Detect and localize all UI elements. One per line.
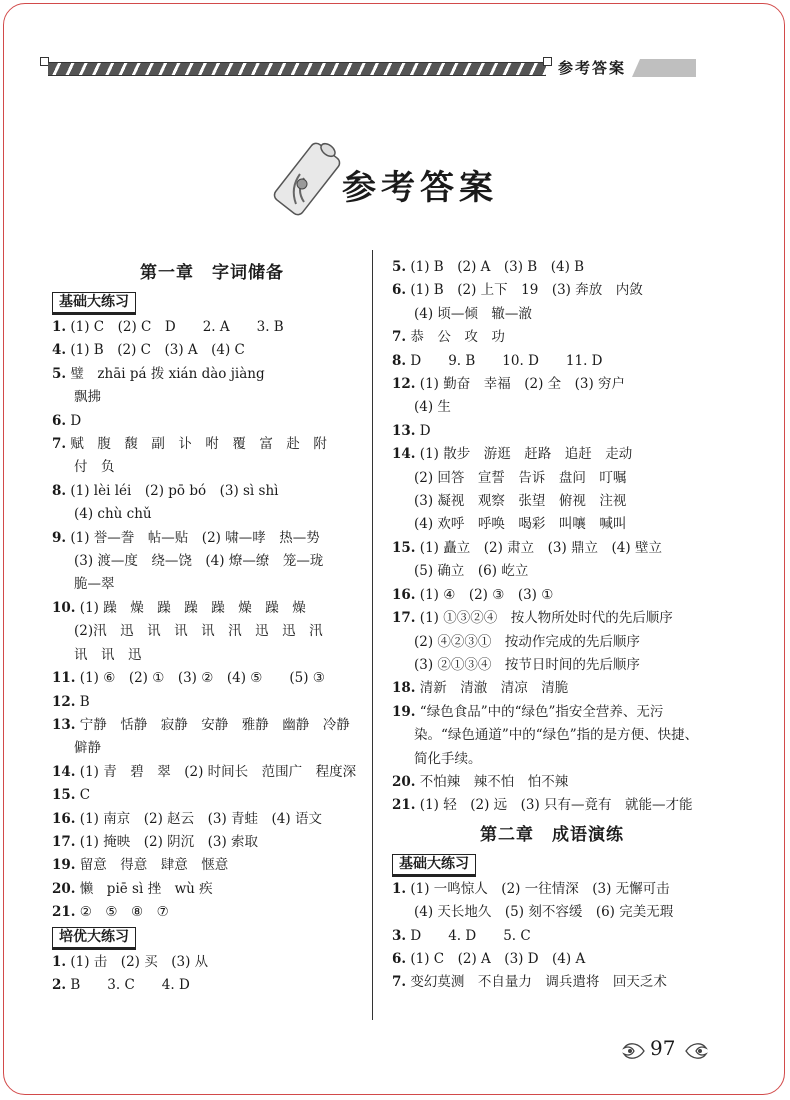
answer-text: (2) 回答 宣誓 告诉 盘问 叮嘱 bbox=[414, 469, 627, 486]
question-number: 21. bbox=[52, 904, 76, 921]
question-number: 9. bbox=[52, 529, 67, 546]
question-number: 19. bbox=[52, 857, 76, 874]
answer-line bbox=[52, 784, 372, 807]
answer-text: 僻静 bbox=[74, 740, 101, 757]
column-divider bbox=[372, 250, 373, 1020]
answer-text: (4) chù chǔ bbox=[74, 506, 152, 523]
answer-line bbox=[392, 326, 712, 349]
answer-text: (1) 掩映 (2) 阴沉 (3) 索取 bbox=[79, 833, 259, 850]
answer-line bbox=[392, 303, 712, 326]
question-number: 7. bbox=[392, 329, 407, 346]
question-number: 1. bbox=[52, 319, 67, 335]
question-number: 8. bbox=[392, 352, 407, 369]
chapter-heading: 第二章 成语演练 bbox=[480, 824, 624, 845]
header-ornament-right bbox=[543, 57, 552, 66]
answer-line bbox=[392, 513, 712, 536]
answer-line bbox=[392, 794, 712, 817]
question-number: 21. bbox=[392, 797, 416, 814]
question-number: 3. bbox=[392, 927, 407, 944]
answer-line bbox=[392, 878, 712, 901]
answer-line bbox=[52, 644, 372, 667]
page-title: 参考答案 bbox=[342, 168, 498, 208]
answer-line bbox=[392, 537, 712, 560]
question-number: 10. bbox=[52, 599, 76, 616]
answer-text: 璧 zhāi pá 拨 xián dào jiàng bbox=[70, 365, 265, 382]
answer-text: (1) C (2) A (3) D (4) A bbox=[410, 950, 586, 967]
answer-line bbox=[392, 560, 712, 583]
question-number: 14. bbox=[52, 763, 76, 780]
answer-line bbox=[52, 761, 372, 784]
question-number: 7. bbox=[392, 974, 407, 991]
page-number-block bbox=[620, 1036, 710, 1066]
answer-text: (1) 躁 燥 躁 躁 躁 燥 躁 燥 bbox=[79, 599, 306, 616]
answer-text: 不怕辣 辣不怕 怕不辣 bbox=[419, 773, 569, 790]
answer-line bbox=[392, 948, 712, 971]
answer-text: (1) 击 (2) 买 (3) 从 bbox=[70, 953, 209, 970]
answer-line bbox=[52, 878, 372, 901]
answer-text: (1) B (2) C (3) A (4) C bbox=[70, 342, 245, 359]
question-number: 2. bbox=[52, 976, 67, 993]
header-label: 参考答案 bbox=[558, 59, 627, 77]
answer-line bbox=[52, 456, 372, 479]
question-number: 6. bbox=[392, 282, 407, 299]
answer-line bbox=[392, 490, 712, 513]
answer-text: (1) ⑥ (2) ① (3) ② (4) ⑤ (5) ③ bbox=[79, 670, 325, 687]
question-number: 14. bbox=[392, 446, 416, 463]
answer-line bbox=[52, 974, 372, 997]
answer-text: 留意 得意 肆意 惬意 bbox=[79, 857, 229, 874]
section-label: 培优大练习 bbox=[52, 927, 136, 950]
answer-text: (3) ②①③④ 按节日时间的先后顺序 bbox=[414, 656, 640, 673]
question-number: 16. bbox=[392, 586, 416, 603]
answer-text: (1) 轻 (2) 远 (3) 只有—竟有 就能—才能 bbox=[419, 797, 693, 814]
answer-line bbox=[52, 550, 372, 573]
question-number: 13. bbox=[52, 716, 76, 733]
answer-text: B bbox=[79, 693, 90, 710]
answer-line bbox=[52, 691, 372, 714]
question-number: 17. bbox=[392, 610, 416, 627]
answer-line bbox=[52, 854, 372, 877]
answer-text: 变幻莫测 不自量力 调兵遣将 回天乏术 bbox=[410, 974, 667, 991]
answer-text: D 9. B 10. D 11. D bbox=[410, 352, 603, 369]
answer-line bbox=[392, 256, 712, 279]
answer-line bbox=[52, 951, 372, 974]
answer-line bbox=[392, 443, 712, 466]
answer-text: (2) ④②③① 按动作完成的先后顺序 bbox=[414, 633, 640, 650]
section-label: 基础大练习 bbox=[392, 854, 476, 877]
question-number: 11. bbox=[52, 670, 76, 687]
chapter-heading: 第一章 字词储备 bbox=[140, 263, 284, 283]
answer-line bbox=[392, 373, 712, 396]
answer-line bbox=[52, 316, 372, 339]
question-number: 1. bbox=[392, 880, 407, 897]
answer-text: B 3. C 4. D bbox=[70, 976, 190, 993]
answer-text: D bbox=[70, 412, 82, 429]
answer-line bbox=[392, 701, 712, 724]
answer-line bbox=[52, 573, 372, 596]
floral-ornament-icon bbox=[682, 1038, 710, 1064]
answer-line bbox=[52, 363, 372, 386]
answer-line bbox=[52, 901, 372, 924]
answer-line bbox=[52, 831, 372, 854]
answer-text: (1) B (2) 上下 19 (3) 奔放 内敛 bbox=[410, 282, 643, 299]
question-number: 16. bbox=[52, 810, 76, 827]
page-number: 97 bbox=[650, 1036, 676, 1060]
answer-text: (1) lèi léi (2) pō bó (3) sì shì bbox=[70, 482, 279, 499]
answer-text: (1) 南京 (2) 赵云 (3) 青蛙 (4) 语文 bbox=[79, 810, 322, 827]
running-header bbox=[40, 55, 700, 85]
answer-line bbox=[392, 901, 712, 924]
answer-text: (4) 生 bbox=[414, 399, 451, 416]
answer-line bbox=[52, 410, 372, 433]
question-number: 19. bbox=[392, 703, 416, 720]
answer-line bbox=[392, 971, 712, 994]
answer-text: 简化手续。 bbox=[414, 750, 482, 767]
answer-text: (2)汛 迅 讯 讯 讯 汛 迅 迅 汛 bbox=[74, 623, 323, 640]
left-column bbox=[52, 256, 372, 997]
answer-line bbox=[392, 584, 712, 607]
question-number: 18. bbox=[392, 680, 416, 697]
answer-line bbox=[392, 279, 712, 302]
answer-line bbox=[392, 654, 712, 677]
answer-line bbox=[52, 527, 372, 550]
answer-line bbox=[392, 724, 712, 747]
question-number: 1. bbox=[52, 953, 67, 970]
answer-text: 赋 腹 馥 副 讣 咐 覆 富 赴 附 bbox=[70, 436, 327, 453]
answer-line bbox=[392, 677, 712, 700]
right-column bbox=[392, 256, 712, 995]
answer-text: (1) B (2) A (3) B (4) B bbox=[410, 259, 585, 275]
question-number: 12. bbox=[52, 693, 76, 710]
answer-text: (3) 凝视 观察 张望 俯视 注视 bbox=[414, 493, 627, 510]
section-label: 基础大练习 bbox=[52, 292, 136, 315]
answer-line bbox=[392, 748, 712, 771]
answer-text: (1) 青 碧 翠 (2) 时间长 范围广 程度深 bbox=[79, 763, 357, 780]
answer-text: (4) 顷—倾 辙—澈 bbox=[414, 305, 532, 322]
answer-line bbox=[52, 386, 372, 409]
answer-line bbox=[392, 350, 712, 373]
answer-line bbox=[392, 420, 712, 443]
answer-text: D bbox=[419, 422, 431, 439]
answer-line bbox=[52, 433, 372, 456]
answer-text: 染。“绿色通道”中的“绿色”指的是方便、快捷、 bbox=[414, 727, 699, 744]
answer-text: D 4. D 5. C bbox=[410, 927, 531, 944]
answer-line bbox=[392, 607, 712, 630]
question-number: 20. bbox=[392, 773, 416, 790]
answer-text: C bbox=[79, 787, 91, 804]
answer-line bbox=[52, 808, 372, 831]
answer-text: (5) 确立 (6) 屹立 bbox=[414, 563, 529, 580]
question-number: 5. bbox=[392, 259, 407, 275]
answer-text: ② ⑤ ⑧ ⑦ bbox=[79, 904, 169, 921]
answer-text: “绿色食品”中的“绿色”指安全营养、无污 bbox=[419, 703, 664, 720]
scroll-icon bbox=[270, 130, 350, 220]
answer-line bbox=[52, 597, 372, 620]
answer-line bbox=[52, 737, 372, 760]
answer-text: (1) 誉—誊 帖—贴 (2) 啸—哮 热—势 bbox=[70, 529, 320, 546]
answer-text: (1) ④ (2) ③ (3) ① bbox=[419, 586, 554, 603]
answer-text: (1) 散步 游逛 赶路 追赶 走动 bbox=[419, 446, 633, 463]
question-number: 17. bbox=[52, 833, 76, 850]
answer-line bbox=[52, 714, 372, 737]
answer-text: (1) C (2) C D 2. A 3. B bbox=[70, 319, 284, 335]
question-number: 20. bbox=[52, 880, 76, 897]
answer-text: (1) 勤奋 幸福 (2) 全 (3) 穷户 bbox=[419, 376, 626, 393]
answer-line bbox=[392, 631, 712, 654]
question-number: 6. bbox=[52, 412, 67, 429]
question-number: 15. bbox=[392, 539, 416, 556]
floral-ornament-icon bbox=[620, 1038, 648, 1064]
answer-text: 讯 讯 迅 bbox=[74, 646, 142, 663]
header-tab bbox=[632, 59, 696, 77]
title-block bbox=[270, 130, 530, 220]
answer-text: 恭 公 攻 功 bbox=[410, 329, 505, 346]
answer-line bbox=[52, 339, 372, 362]
question-number: 13. bbox=[392, 422, 416, 439]
answer-line bbox=[52, 667, 372, 690]
question-number: 6. bbox=[392, 950, 407, 967]
answer-line bbox=[392, 396, 712, 419]
answer-text: (1) ①③②④ 按人物所处时代的先后顺序 bbox=[419, 610, 673, 627]
header-stripe bbox=[48, 62, 546, 76]
question-number: 15. bbox=[52, 787, 76, 804]
answer-text: 懒 piē sì 挫 wù 疾 bbox=[79, 880, 213, 897]
answer-text: (3) 渡—度 绕—饶 (4) 燎—缭 笼—珑 bbox=[74, 553, 324, 570]
question-number: 12. bbox=[392, 376, 416, 393]
answer-text: 清新 清澈 清凉 清脆 bbox=[419, 680, 569, 697]
answer-line bbox=[52, 480, 372, 503]
question-number: 7. bbox=[52, 436, 67, 453]
answer-line bbox=[392, 467, 712, 490]
answer-text: (1) 一鸣惊人 (2) 一往情深 (3) 无懈可击 bbox=[410, 880, 670, 897]
answer-line bbox=[392, 925, 712, 948]
question-number: 8. bbox=[52, 482, 67, 499]
answer-text: (4) 天长地久 (5) 刻不容缓 (6) 完美无瑕 bbox=[414, 904, 674, 921]
answer-text: 宁静 恬静 寂静 安静 雅静 幽静 冷静 bbox=[79, 716, 350, 733]
answer-text: 脆—翠 bbox=[74, 576, 115, 593]
answer-line bbox=[52, 503, 372, 526]
answer-text: (4) 欢呼 呼唤 喝彩 叫嚷 喊叫 bbox=[414, 516, 627, 533]
answer-line bbox=[52, 620, 372, 643]
answer-text: (1) 矗立 (2) 肃立 (3) 鼎立 (4) 壁立 bbox=[419, 539, 662, 556]
question-number: 4. bbox=[52, 342, 67, 359]
question-number: 5. bbox=[52, 365, 67, 382]
answer-line bbox=[392, 771, 712, 794]
answer-text: 飘拂 bbox=[74, 389, 101, 406]
answer-text: 付 负 bbox=[74, 459, 115, 476]
